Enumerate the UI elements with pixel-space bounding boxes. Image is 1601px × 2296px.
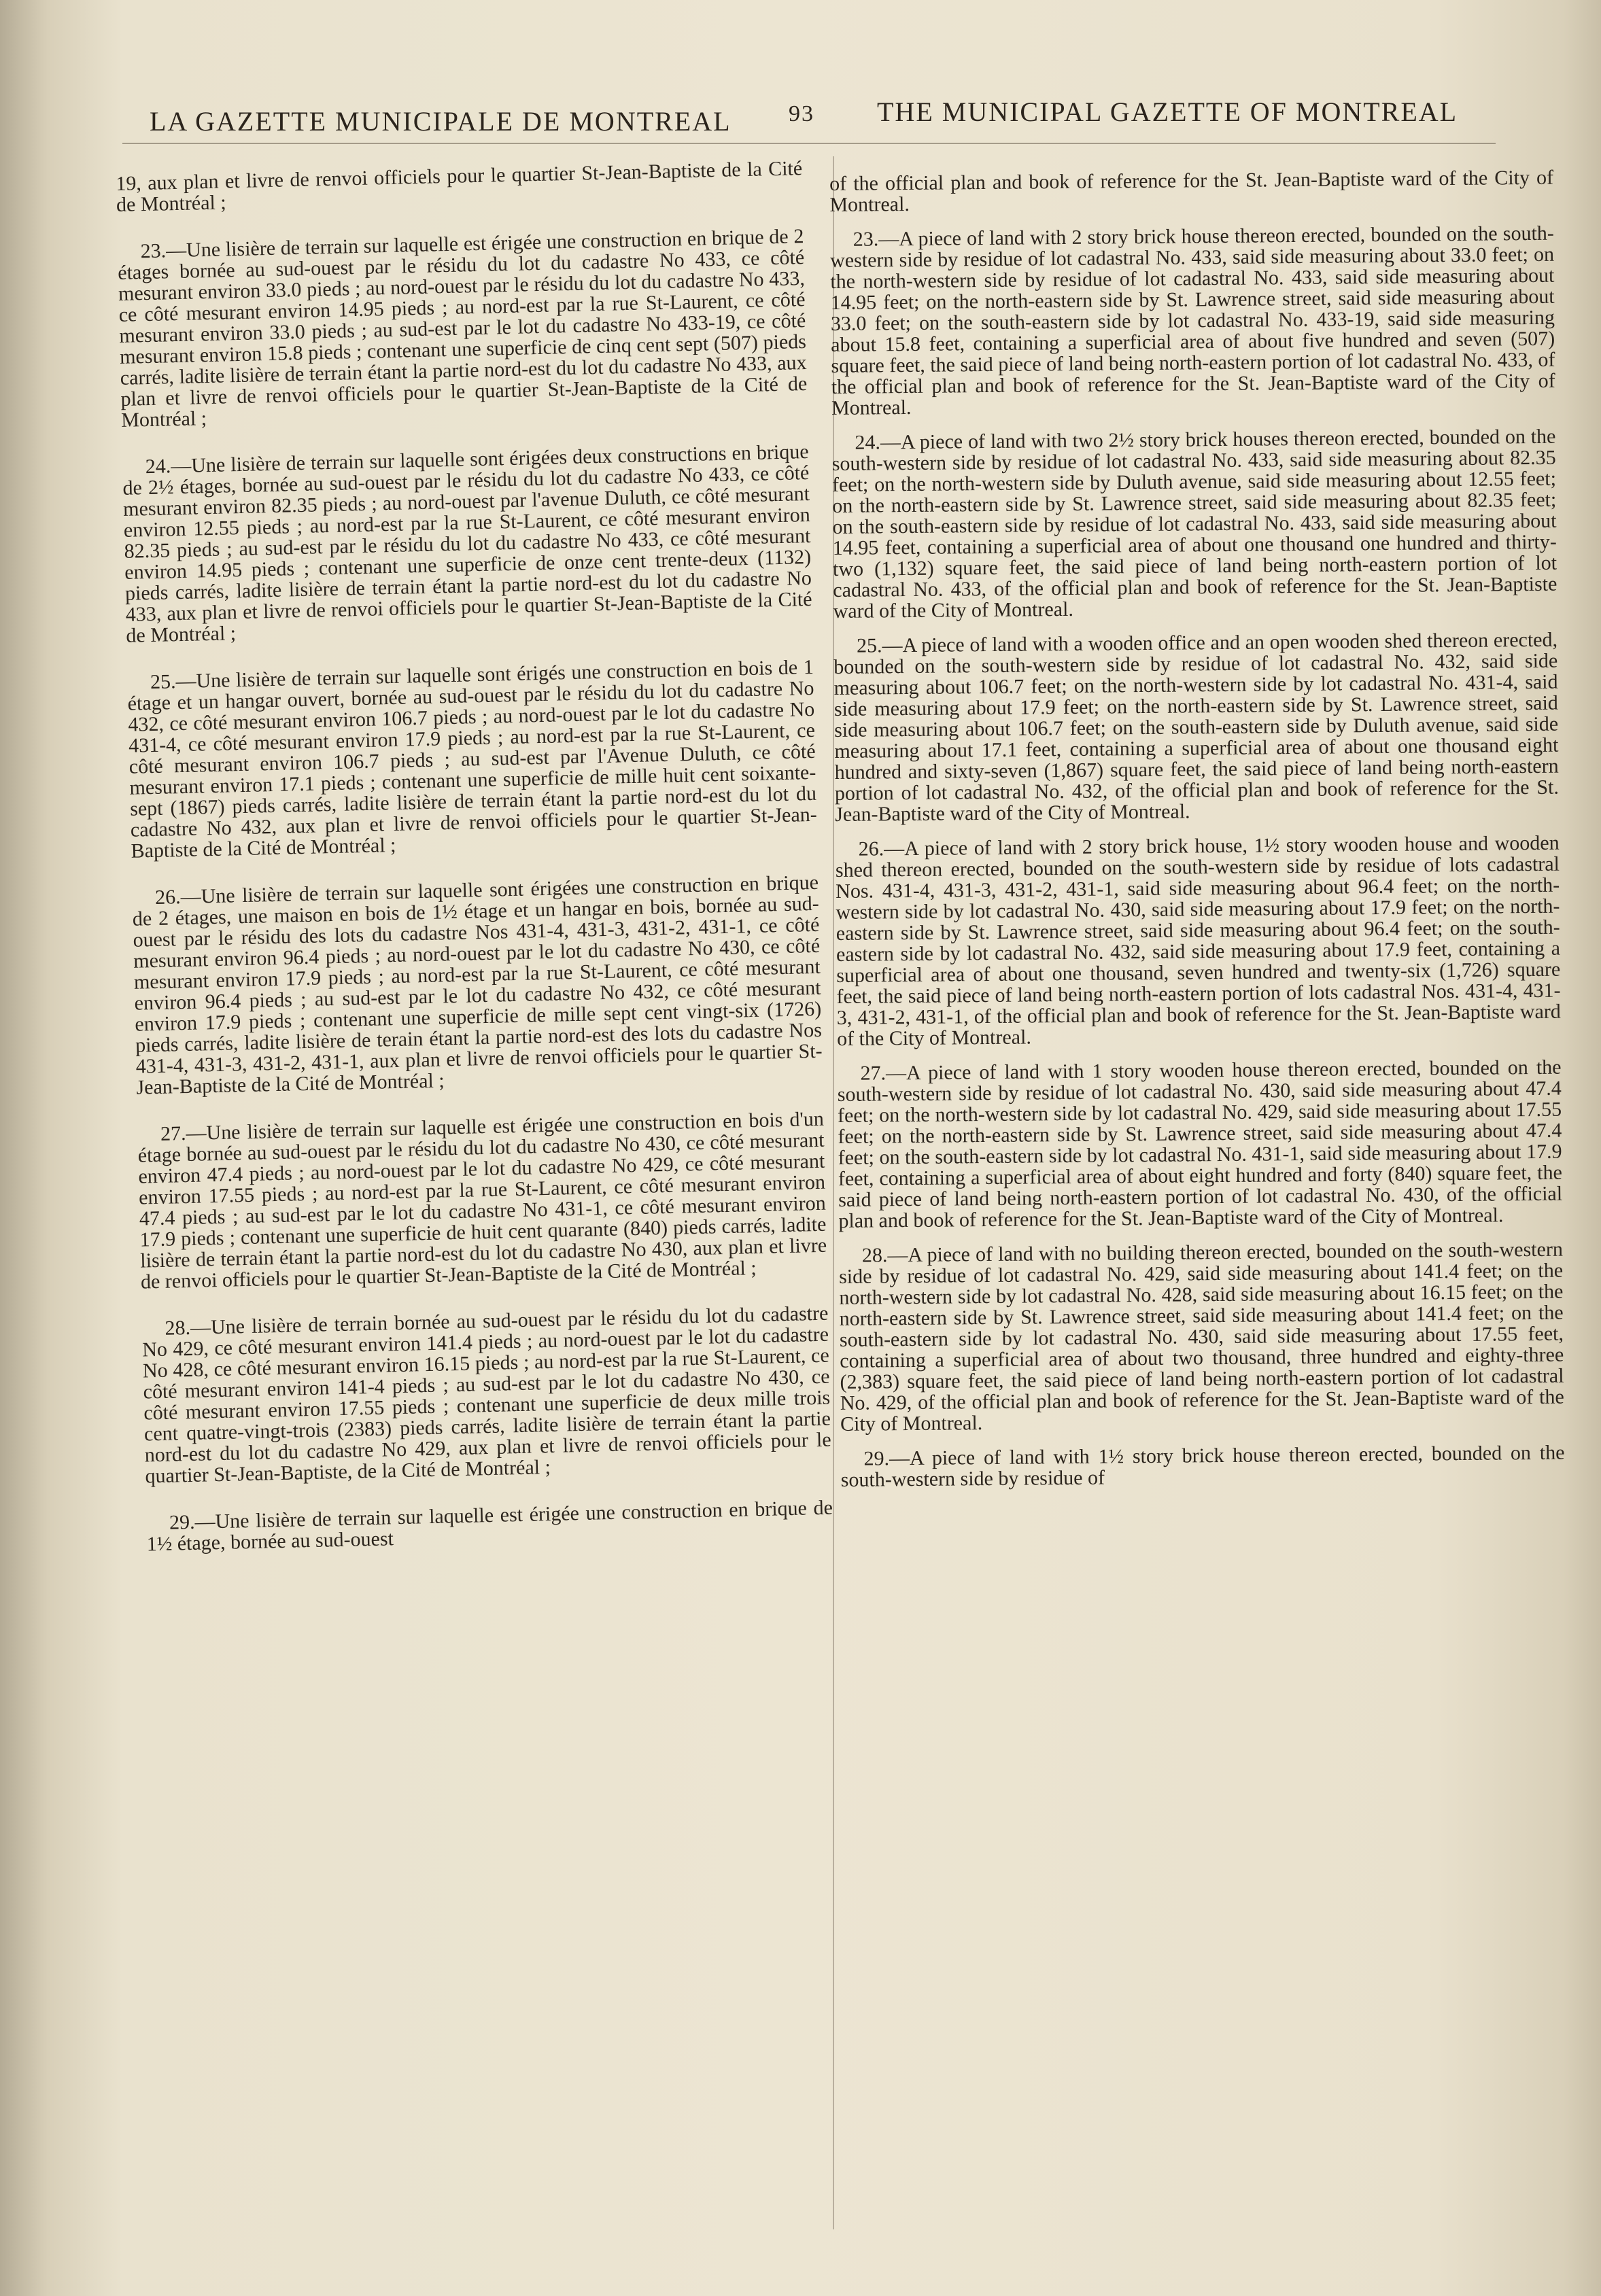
- header-english-title: THE MUNICIPAL GAZETTE OF MONTREAL: [877, 97, 1458, 127]
- paragraph-fr-24: 24.—Une lisière de terrain sur laquelle sont érigées deux constructions en brique de 2½ étages, bornée au sud-ouest par le résidu du lot du cadastre No 433, ce côté mesurant environ 82.35 pieds ; au nord-ouest par l'avenue Duluth, ce côté mesurant environ 12.55 pieds ; au nord-est par la rue St-Laurent, ce côté mesurant environ 82.35 pieds ; au sud-est par le résidu du lot du cadastre No 433, ce côté mesurant environ 14.95 pieds ; contenant une superficie de onze cent trente-deux (1132) pieds carrés, ladite lisière de terrain étant la partie nord-est du lot du cadastre No 433, aux plan et livre de renvoi officiels pour le quartier St-Jean-Baptiste de la Cité de Montréal ;: [122, 440, 812, 647]
- paragraph-en-continuation: of the official plan and book of reference for the St. Jean-Baptiste ward of the City of Montreal.: [829, 166, 1554, 216]
- french-column: [116, 158, 833, 1554]
- paragraph-fr-27: 27.—Une lisière de terrain sur laquelle est érigée une construction en bois d'un étage bornée au sud-ouest par le résidu du lot du cadastre No 430, ce côté mesurant environ 47.4 pieds ; au nord-ouest par le lot du cadastre No 429, ce côté mesurant environ 17.55 pieds ; au nord-est par la rue St-Laurent, ce côté mesurant environ 47.4 pieds ; au sud-est par le lot du cadastre No 431-1, ce côté mesurant environ 17.9 pieds ; contenant une superficie de huit cent quarante (840) pieds carrés, ladite lisière de terrain étant la partie nord-est du lot du cadastre No 430, aux plan et livre de renvoi officiels pour le quartier St-Jean-Baptiste de la Cité de Montréal ;: [137, 1107, 827, 1293]
- paragraph-en-27: 27.—A piece of land with 1 story wooden house thereon erected, bounded on the south-western side by residue of lot cadastral No. 430, said side measuring about 47.4 feet; on the north-western side by lot cadastral No. 429, said side measuring about 17.55 feet; on the north-eastern side by St. Lawrence street, said side measuring about 47.4 feet; on the south-eastern side by lot cadastral No. 431-1, said side measuring about 17.9 feet, containing a superficial area of about eight hundred and forty (840) square feet, the said piece of land being north-eastern portion of lot cadastral No. 430, of the official plan and book of reference for the St. Jean-Baptiste ward of the City of Montreal.: [837, 1056, 1563, 1232]
- paragraph-fr-28: 28.—Une lisière de terrain bornée au sud-ouest par le résidu du lot du cadastre No 429, ce côté mesurant environ 141.4 pieds ; au nord-ouest par le lot du cadastre No 428, ce côté mesurant environ 16.15 pieds ; au nord-est par la rue St-Laurent, ce côté mesurant environ 141-4 pieds ; au sud-est par le lot du cadastre No 430, ce côté mesurant environ 17.55 pieds ; contenant une superficie de deux mille trois cent quatre-vingt-trois (2383) pieds carrés, ladite lisière de terrain étant la partie nord-est du lot du cadastre No 429, aux plan et livre de renvoi officiels pour le quartier St-Jean-Baptiste, de la Cité de Montréal ;: [141, 1302, 831, 1488]
- paragraph-en-24: 24.—A piece of land with two 2½ story brick houses thereon erected, bounded on the south-western side by residue of lot cadastral No. 433, said side measuring about 82.35 feet; on the north-western side by Duluth avenue, said side measuring about 12.55 feet; on the north-eastern side by St. Lawrence street, said side measuring about 82.35 feet; on the south-eastern side by residue of lot cadastral No. 433, said side measuring about 14.95 feet, containing a superficial area of about one thousand one hundred and thirty-two (1,132) square feet, the said piece of land being north-eastern portion of lot cadastral No. 433, of the official plan and book of reference for the St. Jean-Baptiste ward of the City of Montreal.: [831, 425, 1557, 623]
- page-number: 93: [789, 101, 814, 126]
- paragraph-fr-29: 29.—Une lisière de terrain sur laquelle est érigée une construction en brique de 1½ étage, bornée au sud-ouest: [146, 1496, 833, 1556]
- paragraph-en-29: 29.—A piece of land with 1½ story brick house thereon erected, bounded on the south-western side by residue of: [840, 1441, 1565, 1491]
- paragraph-en-23: 23.—A piece of land with 2 story brick house thereon erected, bounded on the south-western side by residue of lot cadastral No. 433, said side measuring about 33.0 feet; on the north-western side by residue of lot cadastral No. 433, said side measuring about 14.95 feet; on the north-eastern side by St. Lawrence street, said side measuring about 33.0 feet; on the south-eastern side by lot cadastral No. 433-19, said side measuring about 15.8 feet, containing a superficial area of about five hundred and seven (507) square feet, the said piece of land being north-eastern portion of lot cadastral No. 433, of the official plan and book of reference for the St. Jean-Baptiste ward of the City of Montreal.: [829, 222, 1555, 419]
- paragraph-fr-26: 26.—Une lisière de terrain sur laquelle sont érigées une construction en brique de 2 étages, une maison en bois de 1½ étage et un hangar en bois, bornée au sud-ouest par le résidu des lots du cadastre Nos 431-4, 431-3, 431-2, 431-1, ce côté mesurant environ 96.4 pieds ; au nord-ouest par le lot du cadastre No 430, ce côté mesurant environ 17.9 pieds ; au nord-est par la rue St-Laurent, ce côté mesurant environ 96.4 pieds ; au sud-est par le lot du cadastre No 432, ce côté mesurant environ 17.9 pieds ; contenant une superficie de mille sept cent vingt-six (1726) pieds carrés, ladite lisière de terain étant la partie nord-est des lots du cadastre Nos 431-4, 431-3, 431-2, 431-1, aux plan et livre de renvoi officiels pour le quartier St-Jean-Baptiste de la Cité de Montréal ;: [132, 871, 823, 1099]
- paragraph-en-28: 28.—A piece of land with no building thereon erected, bounded on the south-western side by residue of lot cadastral No. 429, said side measuring about 141.4 feet; on the north-western side by lot cadastral No. 428, said side measuring about 16.15 feet; on the north-eastern side by St. Lawrence street, said side measuring about 141.4 feet; on the south-eastern side by lot cadastral No. 430, said side measuring about 17.55 feet, containing a superficial area of about two thousand, three hundred and eighty-three (2,383) square feet, the said piece of land being north-eastern portion of lot cadastral No. 429, of the official plan and book of reference for the St. Jean-Baptiste ward of the City of Montreal.: [839, 1238, 1564, 1436]
- paragraph-fr-23: 23.—Une lisière de terrain sur laquelle est érigée une construction en brique de 2 étages bornée au sud-ouest par le résidu du lot du cadastre No 433, ce côté mesurant environ 33.0 pieds ; au nord-ouest par le résidu du lot du cadastre No 433, ce côté mesurant environ 14.95 pieds ; au nord-est par la rue St-Laurent, ce côté mesurant environ 33.0 pieds ; au sud-est par le lot du cadastre No 433-19, ce côté mesurant environ 15.8 pieds ; contenant une superficie de cinq cent sept (507) pieds carrés, ladite lisière de terrain étant la partie nord-est du lot du cadastre No 433, aux plan et livre de renvoi officiels pour le quartier St-Jean-Baptiste de la Cité de Montréal ;: [117, 225, 808, 432]
- header-rule: [122, 143, 1496, 144]
- paragraph-en-25: 25.—A piece of land with a wooden office and an open wooden shed thereon erected, bounded on the south-western side by residue of lot cadastral No. 432, said side measuring about 106.7 feet; on the north-western side by lot cadastral No. 431-4, said side measuring about 17.9 feet; on the north-eastern side by St. Lawrence street, said side measuring about 106.7 feet; on the south-eastern side by Duluth avenue, said side measuring about 17.1 feet, containing a superficial area of about one thousand eight hundred and sixty-seven (1,867) square feet, the said piece of land being north-eastern portion of lot cadastral No. 432, of the official plan and book of reference for the St. Jean-Baptiste ward of the City of Montreal.: [833, 628, 1560, 826]
- english-column: [829, 167, 1565, 1491]
- header-french-title: LA GAZETTE MUNICIPALE DE MONTREAL: [150, 106, 731, 137]
- paragraph-en-26: 26.—A piece of land with 2 story brick house, 1½ story wooden house and wooden shed thereon erected, bounded on the south-western side by residue of lots cadastral Nos. 431-4, 431-3, 431-2, 431-1, said side measuring about 96.4 feet; on the north-western side by lot cadastral No. 430, said side measuring about 17.9 feet; on the north-eastern side by St. Lawrence street, said side measuring about 96.4 feet; on the south-eastern side by lot cadastral No. 432, said side measuring about 17.9 feet, containing a superficial area of about one thousand, seven hundred and twenty-six (1,726) square feet, the said piece of land being north-eastern portion of lots cadastral Nos. 431-4, 431-3, 431-2, 431-1, of the official plan and book of reference for the St. Jean-Baptiste ward of the City of Montreal.: [835, 831, 1561, 1050]
- paragraph-fr-25: 25.—Une lisière de terrain sur laquelle sont érigés une construction en bois de 1 étage et un hangar ouvert, bornée au sud-ouest par le résidu du lot du cadastre No 432, ce côté mesurant environ 106.7 pieds ; au nord-ouest par le lot du cadastre No 431-4, ce côté mesurant environ 17.9 pieds ; au nord-est par la rue St-Laurent, ce côté mesurant environ 106.7 pieds ; au sud-est par l'Avenue Duluth, ce côté mesurant environ 17.1 pieds ; contenant une superficie de mille huit cent soixante-sept (1867) pieds carrés, ladite lisière de terrain étant la partie nord-est du lot du cadastre No 432, aux plan et livre de renvoi officiels pour le quartier St-Jean-Baptiste de la Cité de Montréal ;: [127, 655, 818, 863]
- page-header: [136, 92, 1496, 139]
- paragraph-fr-continuation: 19, aux plan et livre de renvoi officiels pour le quartier St-Jean-Baptiste de la Cité de Montréal ;: [115, 157, 803, 216]
